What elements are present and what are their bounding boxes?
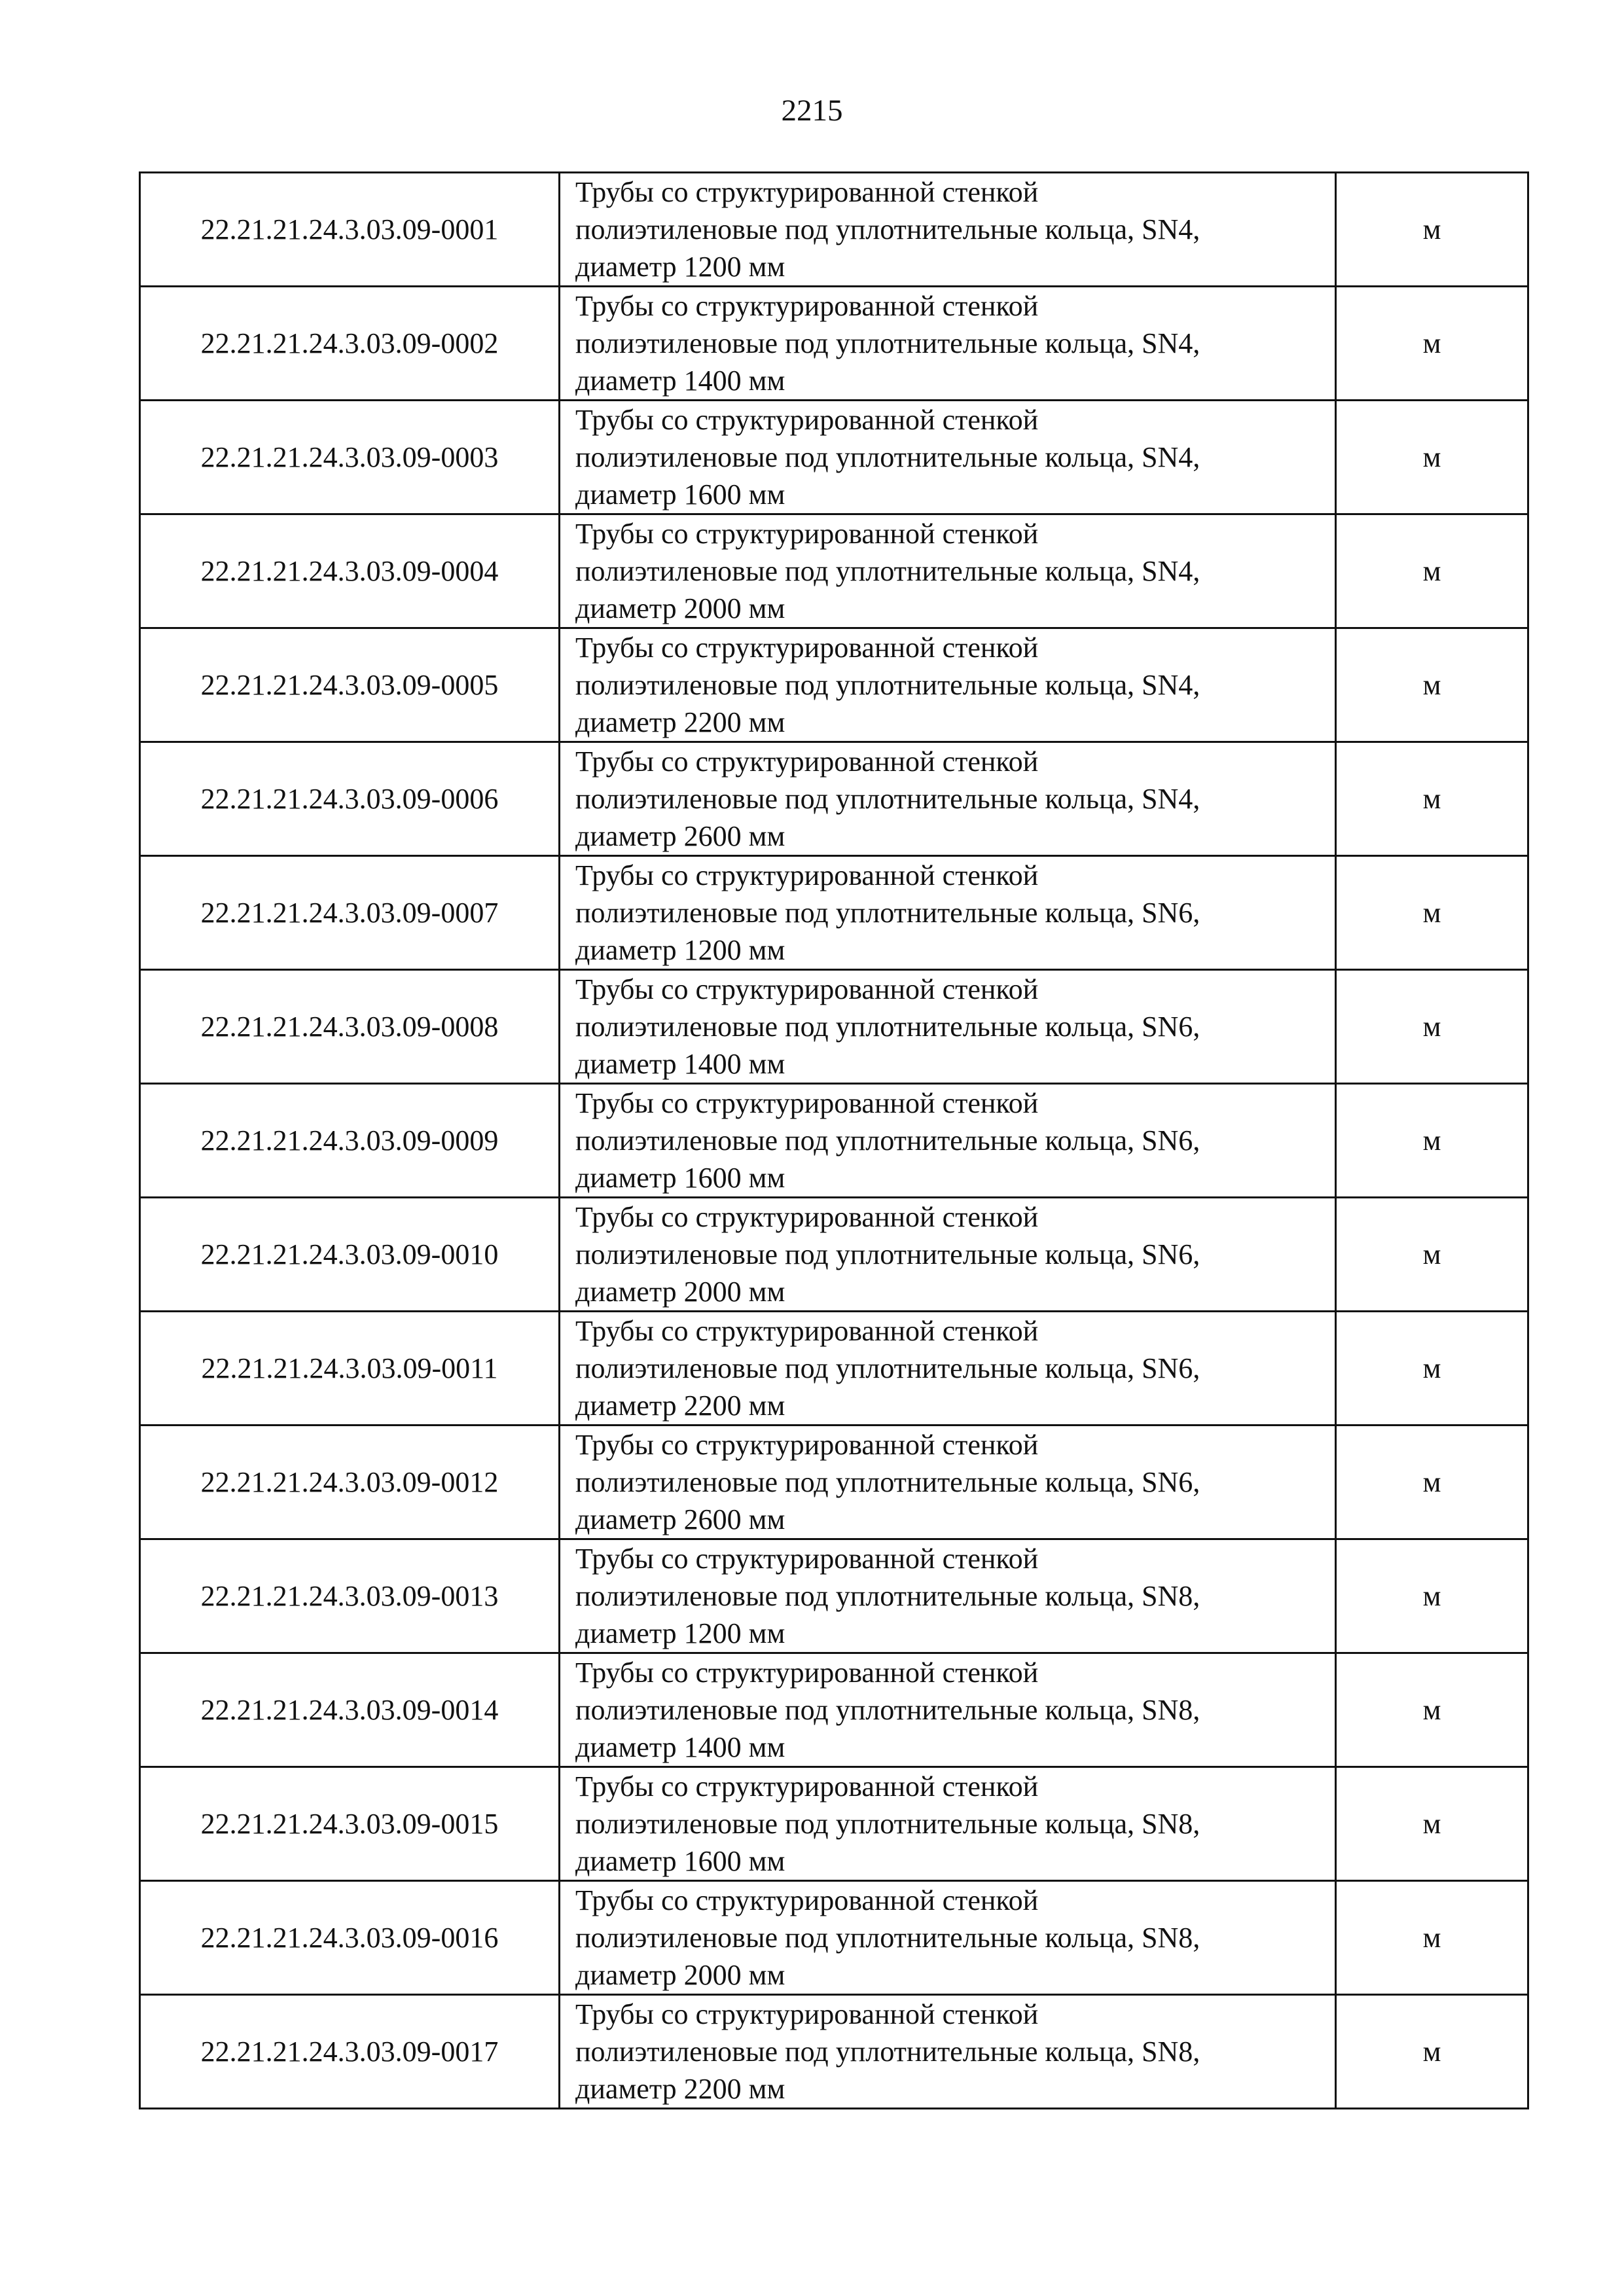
table-row xyxy=(140,856,1528,970)
resource-unit: м xyxy=(1336,1995,1528,2109)
resource-name-line: диаметр 2200 мм xyxy=(575,706,785,738)
resource-name xyxy=(560,1995,1336,2109)
table-row xyxy=(140,401,1528,514)
resource-name-line: диаметр 1200 мм xyxy=(575,251,785,283)
resource-unit: м xyxy=(1336,1084,1528,1198)
resource-name-line: диаметр 1400 мм xyxy=(575,1048,785,1080)
resource-name xyxy=(560,856,1336,970)
resource-unit: м xyxy=(1336,742,1528,856)
resource-unit: м xyxy=(1336,1881,1528,1995)
resource-name xyxy=(560,970,1336,1084)
resource-unit: м xyxy=(1336,970,1528,1084)
table-row xyxy=(140,1653,1528,1767)
resource-code: 22.21.21.24.3.03.09-0006 xyxy=(140,742,560,856)
table-row xyxy=(140,1312,1528,1426)
resource-unit: м xyxy=(1336,628,1528,742)
resource-name-line: полиэтиленовые под уплотнительные кольца, SN4, xyxy=(575,441,1200,473)
resource-name-line: Трубы со структурированной стенкой xyxy=(575,1315,1039,1347)
resource-unit: м xyxy=(1336,1198,1528,1312)
resource-name-line: диаметр 1200 мм xyxy=(575,1617,785,1649)
resource-name-line: Трубы со структурированной стенкой xyxy=(575,973,1039,1005)
resource-table-body xyxy=(140,173,1528,2109)
resource-code: 22.21.21.24.3.03.09-0008 xyxy=(140,970,560,1084)
resource-code: 22.21.21.24.3.03.09-0015 xyxy=(140,1767,560,1881)
resource-name-line: полиэтиленовые под уплотнительные кольца, SN6, xyxy=(575,1011,1200,1043)
resource-code: 22.21.21.24.3.03.09-0004 xyxy=(140,514,560,628)
resource-name-line: полиэтиленовые под уплотнительные кольца, SN4, xyxy=(575,669,1200,701)
resource-unit: м xyxy=(1336,1539,1528,1653)
resource-name-line: диаметр 2600 мм xyxy=(575,820,785,852)
resource-name-line: полиэтиленовые под уплотнительные кольца, SN6, xyxy=(575,1124,1200,1157)
resource-name-line: полиэтиленовые под уплотнительные кольца, SN4, xyxy=(575,783,1200,815)
resource-name xyxy=(560,1084,1336,1198)
resource-name-line: Трубы со структурированной стенкой xyxy=(575,176,1039,208)
resource-name-line: диаметр 2200 мм xyxy=(575,1390,785,1422)
resource-name-line: Трубы со структурированной стенкой xyxy=(575,518,1039,550)
table-row xyxy=(140,1539,1528,1653)
resource-unit: м xyxy=(1336,401,1528,514)
resource-name xyxy=(560,1881,1336,1995)
resource-unit: м xyxy=(1336,514,1528,628)
table-row xyxy=(140,970,1528,1084)
resource-name-line: полиэтиленовые под уплотнительные кольца, SN4, xyxy=(575,213,1200,245)
resource-unit: м xyxy=(1336,1426,1528,1539)
resource-name-line: Трубы со структурированной стенкой xyxy=(575,1087,1039,1119)
resource-name-line: Трубы со структурированной стенкой xyxy=(575,404,1039,436)
resource-name-line: Трубы со структурированной стенкой xyxy=(575,1884,1039,1916)
table-row xyxy=(140,1084,1528,1198)
resource-code: 22.21.21.24.3.03.09-0017 xyxy=(140,1995,560,2109)
table-row xyxy=(140,1767,1528,1881)
resource-name-line: Трубы со структурированной стенкой xyxy=(575,1201,1039,1233)
resource-name xyxy=(560,1312,1336,1426)
resource-unit: м xyxy=(1336,1312,1528,1426)
resource-name-line: Трубы со структурированной стенкой xyxy=(575,1429,1039,1461)
table-row xyxy=(140,1198,1528,1312)
resource-name-line: диаметр 2000 мм xyxy=(575,1959,785,1991)
resource-name-line: Трубы со структурированной стенкой xyxy=(575,290,1039,322)
table-row xyxy=(140,1881,1528,1995)
resource-name-line: диаметр 2000 мм xyxy=(575,592,785,624)
page-number: 2215 xyxy=(781,94,843,128)
resource-code: 22.21.21.24.3.03.09-0016 xyxy=(140,1881,560,1995)
resource-name xyxy=(560,1426,1336,1539)
resource-name xyxy=(560,1653,1336,1767)
resource-name-line: Трубы со структурированной стенкой xyxy=(575,1657,1039,1689)
resource-code: 22.21.21.24.3.03.09-0013 xyxy=(140,1539,560,1653)
table-row xyxy=(140,628,1528,742)
resource-name xyxy=(560,1767,1336,1881)
resource-name-line: полиэтиленовые под уплотнительные кольца, SN6, xyxy=(575,1352,1200,1384)
resource-name-line: полиэтиленовые под уплотнительные кольца, SN8, xyxy=(575,1580,1200,1612)
resource-code: 22.21.21.24.3.03.09-0003 xyxy=(140,401,560,514)
resource-name-line: полиэтиленовые под уплотнительные кольца, SN8, xyxy=(575,1694,1200,1726)
table-row xyxy=(140,173,1528,287)
resource-name-line: полиэтиленовые под уплотнительные кольца, SN6, xyxy=(575,1466,1200,1498)
resource-code: 22.21.21.24.3.03.09-0014 xyxy=(140,1653,560,1767)
resource-name-line: полиэтиленовые под уплотнительные кольца, SN6, xyxy=(575,897,1200,929)
resource-unit: м xyxy=(1336,1767,1528,1881)
resource-name xyxy=(560,1198,1336,1312)
resource-name-line: диаметр 2000 мм xyxy=(575,1276,785,1308)
resource-name xyxy=(560,173,1336,287)
resource-name-line: полиэтиленовые под уплотнительные кольца, SN4, xyxy=(575,327,1200,359)
resource-code: 22.21.21.24.3.03.09-0011 xyxy=(140,1312,560,1426)
resource-code: 22.21.21.24.3.03.09-0005 xyxy=(140,628,560,742)
resource-name-line: диаметр 1200 мм xyxy=(575,934,785,966)
resource-unit: м xyxy=(1336,856,1528,970)
table-row xyxy=(140,287,1528,401)
resource-name-line: диаметр 2600 мм xyxy=(575,1503,785,1535)
resource-name xyxy=(560,742,1336,856)
resource-name-line: полиэтиленовые под уплотнительные кольца, SN4, xyxy=(575,555,1200,587)
resource-name-line: Трубы со структурированной стенкой xyxy=(575,745,1039,778)
resource-name-line: полиэтиленовые под уплотнительные кольца, SN8, xyxy=(575,1922,1200,1954)
table-row xyxy=(140,1426,1528,1539)
resource-name xyxy=(560,401,1336,514)
resource-name-line: Трубы со структурированной стенкой xyxy=(575,632,1039,664)
resource-name xyxy=(560,1539,1336,1653)
table-row xyxy=(140,514,1528,628)
resource-name-line: Трубы со структурированной стенкой xyxy=(575,1543,1039,1575)
resource-name-line: полиэтиленовые под уплотнительные кольца, SN8, xyxy=(575,1808,1200,1840)
table-row xyxy=(140,1995,1528,2109)
resource-name xyxy=(560,628,1336,742)
resource-name-line: Трубы со структурированной стенкой xyxy=(575,1998,1039,2030)
resource-name-line: диаметр 1600 мм xyxy=(575,478,785,511)
resource-code: 22.21.21.24.3.03.09-0010 xyxy=(140,1198,560,1312)
resource-name-line: Трубы со структурированной стенкой xyxy=(575,1770,1039,1803)
resource-name-line: полиэтиленовые под уплотнительные кольца, SN6, xyxy=(575,1238,1200,1270)
resource-name-line: диаметр 1600 мм xyxy=(575,1162,785,1194)
resource-unit: м xyxy=(1336,1653,1528,1767)
resource-name-line: диаметр 2200 мм xyxy=(575,2073,785,2105)
resource-code: 22.21.21.24.3.03.09-0009 xyxy=(140,1084,560,1198)
resource-name-line: диаметр 1600 мм xyxy=(575,1845,785,1877)
resource-code: 22.21.21.24.3.03.09-0007 xyxy=(140,856,560,970)
resource-name-line: диаметр 1400 мм xyxy=(575,1731,785,1763)
resource-code: 22.21.21.24.3.03.09-0002 xyxy=(140,287,560,401)
table-row xyxy=(140,742,1528,856)
resource-unit: м xyxy=(1336,173,1528,287)
resource-name-line: Трубы со структурированной стенкой xyxy=(575,859,1039,891)
resource-name-line: диаметр 1400 мм xyxy=(575,365,785,397)
resource-name-line: полиэтиленовые под уплотнительные кольца, SN8, xyxy=(575,2036,1200,2068)
resource-name xyxy=(560,287,1336,401)
resource-unit: м xyxy=(1336,287,1528,401)
resource-table xyxy=(139,171,1529,2109)
resource-code: 22.21.21.24.3.03.09-0012 xyxy=(140,1426,560,1539)
resource-name xyxy=(560,514,1336,628)
resource-code: 22.21.21.24.3.03.09-0001 xyxy=(140,173,560,287)
